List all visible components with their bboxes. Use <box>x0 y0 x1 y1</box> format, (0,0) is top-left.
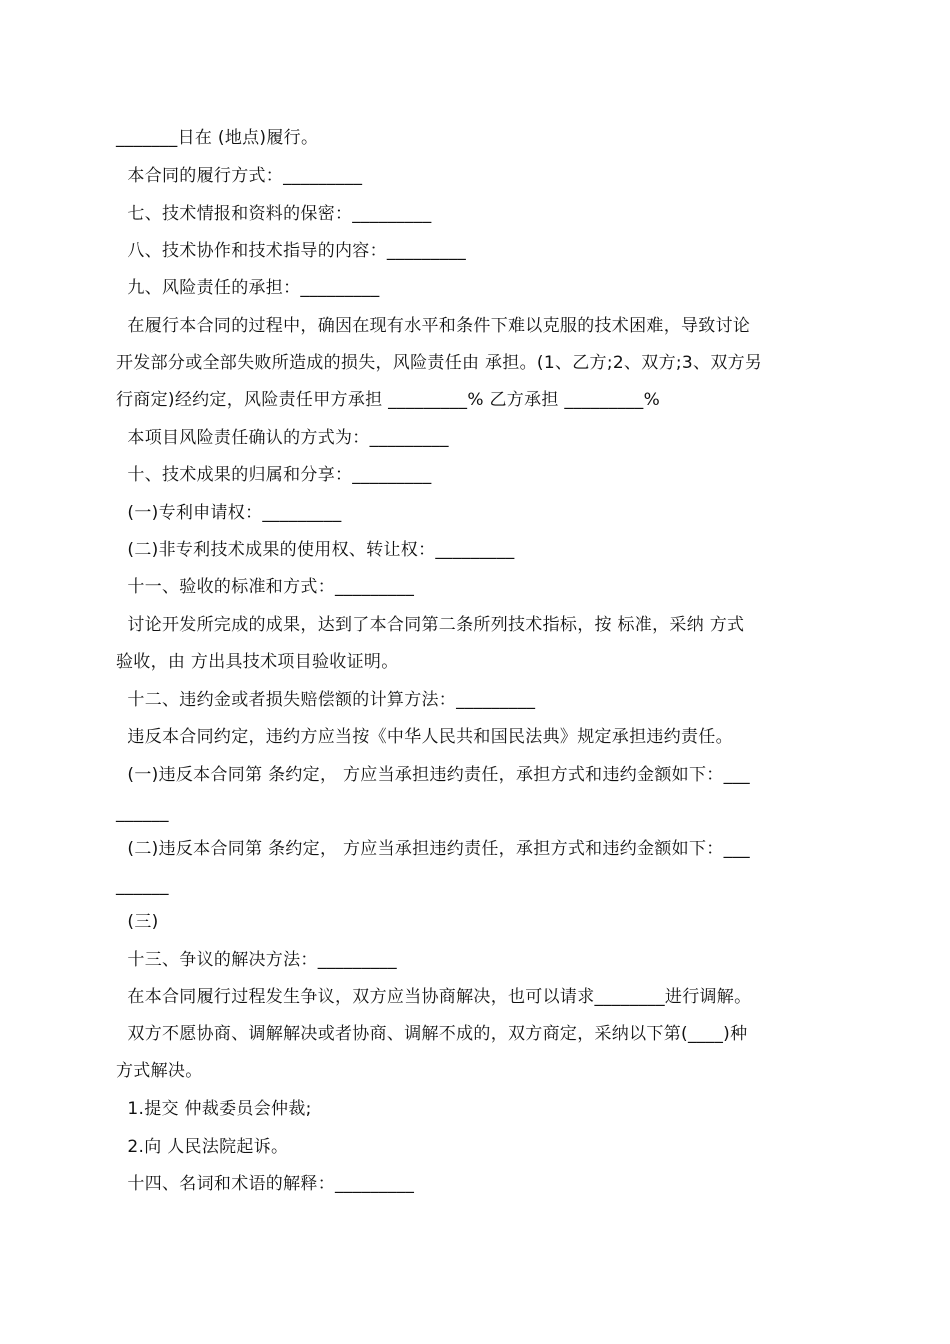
text-line: 违反本合同约定，违约方应当按《中华人民共和国民法典》规定承担违约责任。 <box>116 727 733 747</box>
text-line: 验收，由 方出具技术项目验收证明。 <box>116 652 399 672</box>
text-line: 七、技术情报和资料的保密：_________ <box>116 204 432 224</box>
text-line: (一)专利申请权：_________ <box>116 503 342 523</box>
text-line: 1.提交 仲裁委员会仲裁; <box>116 1099 312 1119</box>
text-line: 十二、违约金或者损失赔偿额的计算方法：_________ <box>116 690 536 710</box>
text-line: 双方不愿协商、调解解决或者协商、调解不成的，双方商定，采纳以下第(____)种 <box>116 1024 748 1044</box>
text-line: (二)非专利技术成果的使用权、转让权：_________ <box>116 540 515 560</box>
text-line: 十一、验收的标准和方式：_________ <box>116 577 415 597</box>
text-line: 开发部分或全部失败所造成的损失，风险责任由 承担。(1、乙方;2、双方;3、双方另 <box>116 353 763 373</box>
text-line: 十四、名词和术语的解释：_________ <box>116 1174 415 1194</box>
text-line: 本合同的履行方式：_________ <box>116 166 363 186</box>
text-line: 2.向 人民法院起诉。 <box>116 1137 289 1157</box>
text-line: 本项目风险责任确认的方式为：_________ <box>116 428 449 448</box>
text-line: ______ <box>116 803 169 823</box>
text-line: 在履行本合同的过程中，确因在现有水平和条件下难以克服的技术困难，导致讨论 <box>116 316 751 336</box>
text-line: 十、技术成果的归属和分享：_________ <box>116 465 432 485</box>
text-line: 九、风险责任的承担：_________ <box>116 278 380 298</box>
text-line: 行商定)经约定，风险责任甲方承担 _________% 乙方承担 _________% <box>116 390 661 410</box>
text-line: (三) <box>116 912 159 932</box>
text-line: 八、技术协作和技术指导的内容：_________ <box>116 241 467 261</box>
text-line: 在本合同履行过程发生争议，双方应当协商解决，也可以请求________进行调解。 <box>116 987 752 1007</box>
text-line: _______日在 (地点)履行。 <box>116 128 319 148</box>
text-line: 十三、争议的解决方法：_________ <box>116 950 397 970</box>
text-line: 讨论开发所完成的成果，达到了本合同第二条所列技术指标，按 标准，采纳 方式 <box>116 615 745 635</box>
text-line: 方式解决。 <box>116 1061 203 1081</box>
text-line: (二)违反本合同第 条约定， 方应当承担违约责任，承担方式和违约金额如下：___ <box>116 839 750 859</box>
text-line: (一)违反本合同第 条约定， 方应当承担违约责任，承担方式和违约金额如下：___ <box>116 765 750 785</box>
text-line: ______ <box>116 876 169 896</box>
